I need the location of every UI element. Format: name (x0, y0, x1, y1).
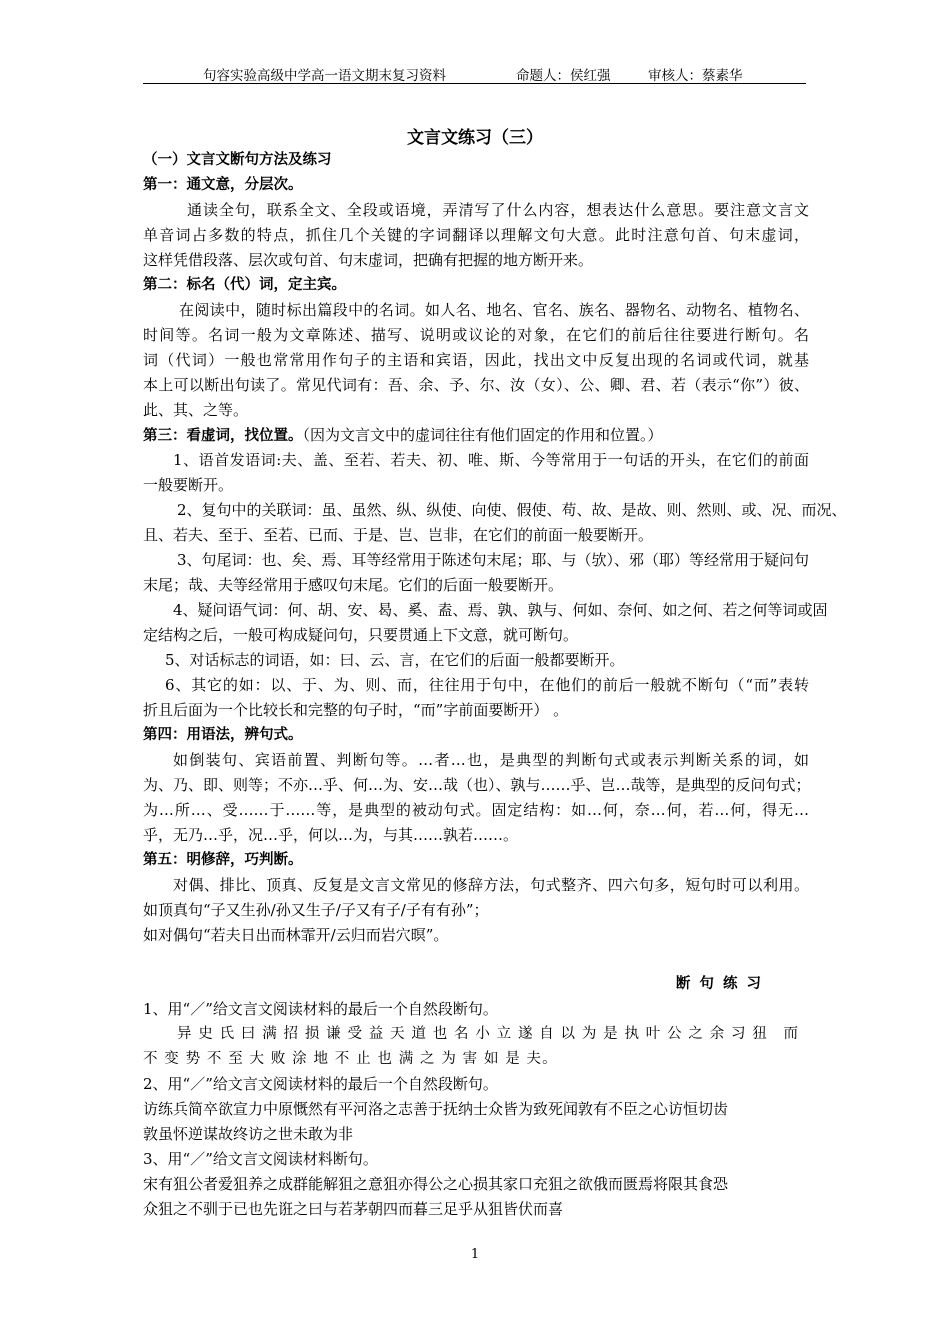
method-3-heading-row (143, 423, 809, 448)
method-4-line: 为、乃、即、则等；不亦…乎、何…为、安…哉（也）、孰与……乎、岂…哉等，是典型的反问句式； (143, 776, 811, 794)
method-2-line: 在阅读中，随时标出篇段中的名词。如人名、地名、官名、族名、器物名、动物名、植物名、 (179, 301, 809, 319)
document-title: 文言文练习（三） (407, 128, 543, 148)
header-reviewer: 审核人：蔡素华 (648, 68, 743, 84)
section-methods (143, 148, 847, 948)
question-1-prompt: 1、用“／”给文言文阅读材料的最后一个自然段断句。 (143, 1000, 498, 1018)
method-1-heading: 第一：通文意，分层次。 (143, 177, 303, 193)
method-4-line: 如倒装句、宾语前置、判断句等。…者…也，是典型的判断句式或表示判断关系的词，如 (173, 751, 809, 769)
method-5-heading: 第五：明修辞，巧判断。 (143, 852, 303, 868)
question-3-line: 众狙之不驯于已也先诳之曰与若茅朝四而暮三足乎从狙皆伏而喜 (143, 1200, 564, 1218)
method-4-line: 乎，无乃…乎，况…乎，何以…为，与其……孰若……。 (143, 826, 519, 844)
page-number: 1 (470, 1247, 480, 1262)
question-2-line: 访练兵简卒欲宣力中原慨然有平河洛之志善于抚纳士众皆为致死闻敦有不臣之心访恒切齿 (143, 1100, 729, 1118)
method-5-line: 如顶真句“子又生孙/孙又生子/子又有子/子有有孙”； (143, 901, 489, 919)
question-3-line: 宋有狙公者爱狙养之成群能解狙之意狙亦得公之心损其家口充狙之欲俄而匮焉将限其食恐 (143, 1175, 729, 1193)
header-rule (143, 83, 806, 84)
method-4-line: 为…所…、受……于……等，是典型的被动句式。固定结构：如…何，奈…何，若…何，得无… (143, 801, 809, 819)
method-2-heading: 第二：标名（代）词，定主宾。 (143, 277, 346, 293)
method-1-line: 单音词占多数的特点，抓住几个关键的字词翻译以理解文句大意。此时注意句首、句末虚词， (143, 226, 809, 244)
method-3-line: 2、复句中的关联词：虽、虽然、纵、纵使、向使、假使、苟、故、是故、则、然则、或、况、而况、 (177, 501, 847, 519)
section-heading: （一）文言文断句方法及练习 (143, 152, 332, 168)
method-3-line: 6、其它的如：以、于、为、则、而，往往用于句中，在他们的前后一般就不断句（“而”表转 (165, 676, 809, 694)
method-3-line: 1、语首发语词:夫、盖、至若、若夫、初、唯、斯、今等常用于一句话的开头，在它们的前面 (173, 451, 809, 469)
question-1-line: 异 史 氏 曰 满 招 损 谦 受 益 天 道 也 名 小 立 遂 自 以 为 是 执 叶 公 之 余 习 狃 而 (177, 1026, 800, 1042)
method-3-line: 一般要断开。 (143, 476, 234, 494)
method-5-line: 对偶、排比、顶真、反复是文言文常见的修辞方法，句式整齐、四六句多，短句时可以利用。 (173, 876, 809, 894)
method-3-line: 4、疑问语气词：何、胡、安、曷、奚、盍、焉、孰、孰与、何如、奈何、如之何、若之何等词或固 (173, 601, 828, 619)
question-2-line: 敦虽怀逆谋故终访之世未敢为非 (143, 1125, 354, 1143)
method-2-line: 此、其、之等。 (143, 401, 249, 419)
question-1-line: 不 变 势 不 至 大 败 涂 地 不 止 也 满 之 为 害 如 是 夫。 (143, 1051, 558, 1067)
method-3-line: 5、对话标志的词语，如：曰、云、言，在它们的后面一般都要断开。 (165, 651, 625, 669)
method-3-heading: 第三：看虚词，找位置。 (143, 428, 303, 444)
method-4-heading: 第四：用语法，辨句式。 (143, 727, 303, 743)
method-3-line: 且、若夫、至于、至若、已而、于是、岂、岂非，在它们的前面一般要断开。 (143, 526, 654, 544)
question-3-prompt: 3、用“／”给文言文阅读材料断句。 (143, 1150, 378, 1168)
header-author: 命题人：侯红强 (516, 68, 611, 84)
method-3-line: 3、句尾词：也、矣、焉、耳等经常用于陈述句末尾；耶、与（欤）、邪（耶）等经常用于疑问句 (177, 551, 810, 569)
method-3-line: 末尾；哉、夫等经常用于感叹句末尾。它们的后面一般要断开。 (143, 576, 564, 594)
header-school: 句容实验高级中学高一语文期末复习资料 (203, 68, 446, 84)
method-3-line: 折且后面为一个比较长和完整的句子时，“而”字前面要断开） 。 (143, 701, 569, 719)
method-3-note: （因为文言文中的虚词往往有他们固定的作用和位置。） (302, 426, 663, 444)
method-2-line: 时间等。名词一般为文章陈述、描写、说明或议论的对象，在它们的前后往往要进行断句。名 (143, 326, 809, 344)
section-practice (143, 972, 809, 1222)
method-1-line: 这样凭借段落、层次或句首、句末虚词，把确有把握的地方断开来。 (143, 251, 594, 269)
method-3-line: 定结构之后，一般可构成疑问句，只要贯通上下文意，就可断句。 (143, 626, 579, 644)
practice-heading: 断 句 练 习 (675, 976, 763, 992)
method-5-line: 如对偶句“若夫日出而林霏开/云归而岩穴暝”。 (143, 926, 449, 944)
method-1-line: 通读全句，联系全文、全段或语境，弄清写了什么内容，想表达什么意思。要注意文言文 (187, 201, 809, 219)
question-2-prompt: 2、用“／”给文言文阅读材料的最后一个自然段断句。 (143, 1075, 498, 1093)
method-2-line: 词（代词）一般也常常用作句子的主语和宾语，因此，找出文中反复出现的名词或代词，就基 (143, 351, 809, 369)
method-2-line: 本上可以断出句读了。常见代词有：吾、余、予、尔、汝（女）、公、卿、君、若（表示“你”）彼、 (143, 376, 809, 394)
